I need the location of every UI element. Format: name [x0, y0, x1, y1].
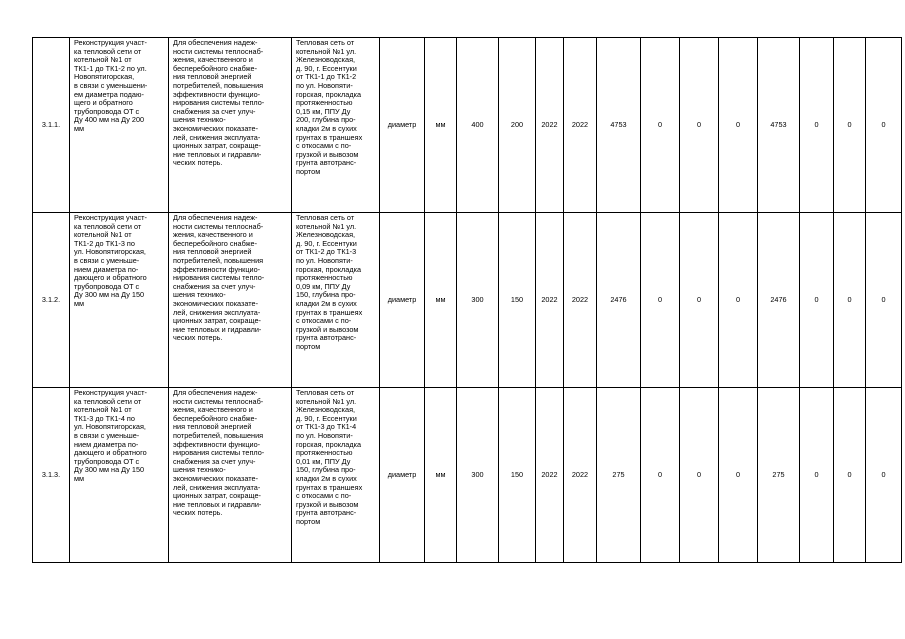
project-purpose: Для обеспечения надеж- ности системы теплоснаб- жения, качественного и бесперебойного снабже- ния тепловой энергией потребителей, повышения эффективности функцио- нирования системы тепло- снабжения за счет улуч- шения технико- экономических показате- лей, снижения эксплуата- ционных затрат, сокраще- ние тепловых и гидравли- ческих потерь.	[169, 38, 292, 213]
project-description: Тепловая сеть от котельной №1 ул. Железноводская, д. 90, г. Ессентуки от ТК1-2 до ТК1-3 по ул. Новопяти- горская, прокладка протяженностью 0,09 км, ППУ Ду 150, глубина про- кладки 2м в сухих грунтах в траншеях с откосами с по- грузкой и вывозом грунта автотранс- портом	[292, 213, 380, 388]
year-end: 2022	[564, 38, 597, 213]
value-cell: 0	[866, 213, 902, 388]
project-description: Тепловая сеть от котельной №1 ул. Железноводская, д. 90, г. Ессентуки от ТК1-1 до ТК1-2 по ул. Новопяти- горская, прокладка протяженностью 0,15 км, ППУ Ду 200, глубина про- кладки 2м в сухих грунтах в траншеях с откосами с по- грузкой и вывозом грунта автотранс- портом	[292, 38, 380, 213]
parameter-name: диаметр	[380, 388, 425, 563]
value-cell: 0	[719, 388, 758, 563]
value-cell: 0	[719, 38, 758, 213]
value-cell: 0	[834, 38, 866, 213]
year-end: 2022	[564, 213, 597, 388]
value-after: 150	[499, 388, 536, 563]
project-description: Тепловая сеть от котельной №1 ул. Железноводская, д. 90, г. Ессентуки от ТК1-3 до ТК1-4 по ул. Новопяти- горская, прокладка протяженностью 0,01 км, ППУ Ду 150, глубина про- кладки 2м в сухих грунтах в траншеях с откосами с по- грузкой и вывозом грунта автотранс- портом	[292, 388, 380, 563]
unit-cell: мм	[425, 213, 457, 388]
parameter-name: диаметр	[380, 213, 425, 388]
value-cell: 0	[800, 213, 834, 388]
unit-cell: мм	[425, 38, 457, 213]
table-row	[33, 213, 902, 388]
value-cell: 0	[800, 388, 834, 563]
cost-cell: 4753	[597, 38, 641, 213]
total-cell: 4753	[758, 38, 800, 213]
table-row	[33, 388, 902, 563]
year-start: 2022	[536, 388, 564, 563]
project-purpose: Для обеспечения надеж- ности системы теплоснаб- жения, качественного и бесперебойного снабже- ния тепловой энергией потребителей, повышения эффективности функцио- нирования системы тепло- снабжения за счет улуч- шения технико- экономических показате- лей, снижения эксплуата- ционных затрат, сокраще- ние тепловых и гидравли- ческих потерь.	[169, 388, 292, 563]
value-cell: 0	[641, 38, 680, 213]
value-cell: 0	[641, 388, 680, 563]
value-cell: 0	[680, 213, 719, 388]
project-table	[32, 37, 902, 563]
table-row	[33, 38, 902, 213]
value-before: 400	[457, 38, 499, 213]
value-before: 300	[457, 388, 499, 563]
project-name: Реконструкция участ- ка тепловой сети от котельной №1 от ТК1-2 до ТК1-3 по ул. Новопятигорская, в связи с уменьше- нием диаметра по- дающего и обратного трубопровода ОТ с Ду 300 мм на Ду 150 мм	[70, 213, 169, 388]
cost-cell: 2476	[597, 213, 641, 388]
year-end: 2022	[564, 388, 597, 563]
value-after: 150	[499, 213, 536, 388]
value-cell: 0	[834, 213, 866, 388]
total-cell: 2476	[758, 213, 800, 388]
cost-cell: 275	[597, 388, 641, 563]
year-start: 2022	[536, 38, 564, 213]
row-number: 3.1.2.	[33, 213, 70, 388]
value-before: 300	[457, 213, 499, 388]
parameter-name: диаметр	[380, 38, 425, 213]
value-cell: 0	[680, 38, 719, 213]
row-number: 3.1.3.	[33, 388, 70, 563]
year-start: 2022	[536, 213, 564, 388]
value-cell: 0	[641, 213, 680, 388]
value-after: 200	[499, 38, 536, 213]
value-cell: 0	[834, 388, 866, 563]
value-cell: 0	[866, 38, 902, 213]
project-purpose: Для обеспечения надеж- ности системы теплоснаб- жения, качественного и бесперебойного снабже- ния тепловой энергией потребителей, повышения эффективности функцио- нирования системы тепло- снабжения за счет улуч- шения технико- экономических показате- лей, снижения эксплуата- ционных затрат, сокраще- ние тепловых и гидравли- ческих потерь.	[169, 213, 292, 388]
value-cell: 0	[866, 388, 902, 563]
value-cell: 0	[800, 38, 834, 213]
project-name: Реконструкция участ- ка тепловой сети от котельной №1 от ТК1-1 до ТК1-2 по ул. Новопятигорская, в связи с уменьшени- ем диаметра подаю- щего и обратного трубопровода ОТ с Ду 400 мм на Ду 200 мм	[70, 38, 169, 213]
project-name: Реконструкция участ- ка тепловой сети от котельной №1 от ТК1-3 до ТК1-4 по ул. Новопятигорская, в связи с уменьше- нием диаметра по- дающего и обратного трубопровода ОТ с Ду 300 мм на Ду 150 мм	[70, 388, 169, 563]
value-cell: 0	[719, 213, 758, 388]
value-cell: 0	[680, 388, 719, 563]
unit-cell: мм	[425, 388, 457, 563]
total-cell: 275	[758, 388, 800, 563]
row-number: 3.1.1.	[33, 38, 70, 213]
